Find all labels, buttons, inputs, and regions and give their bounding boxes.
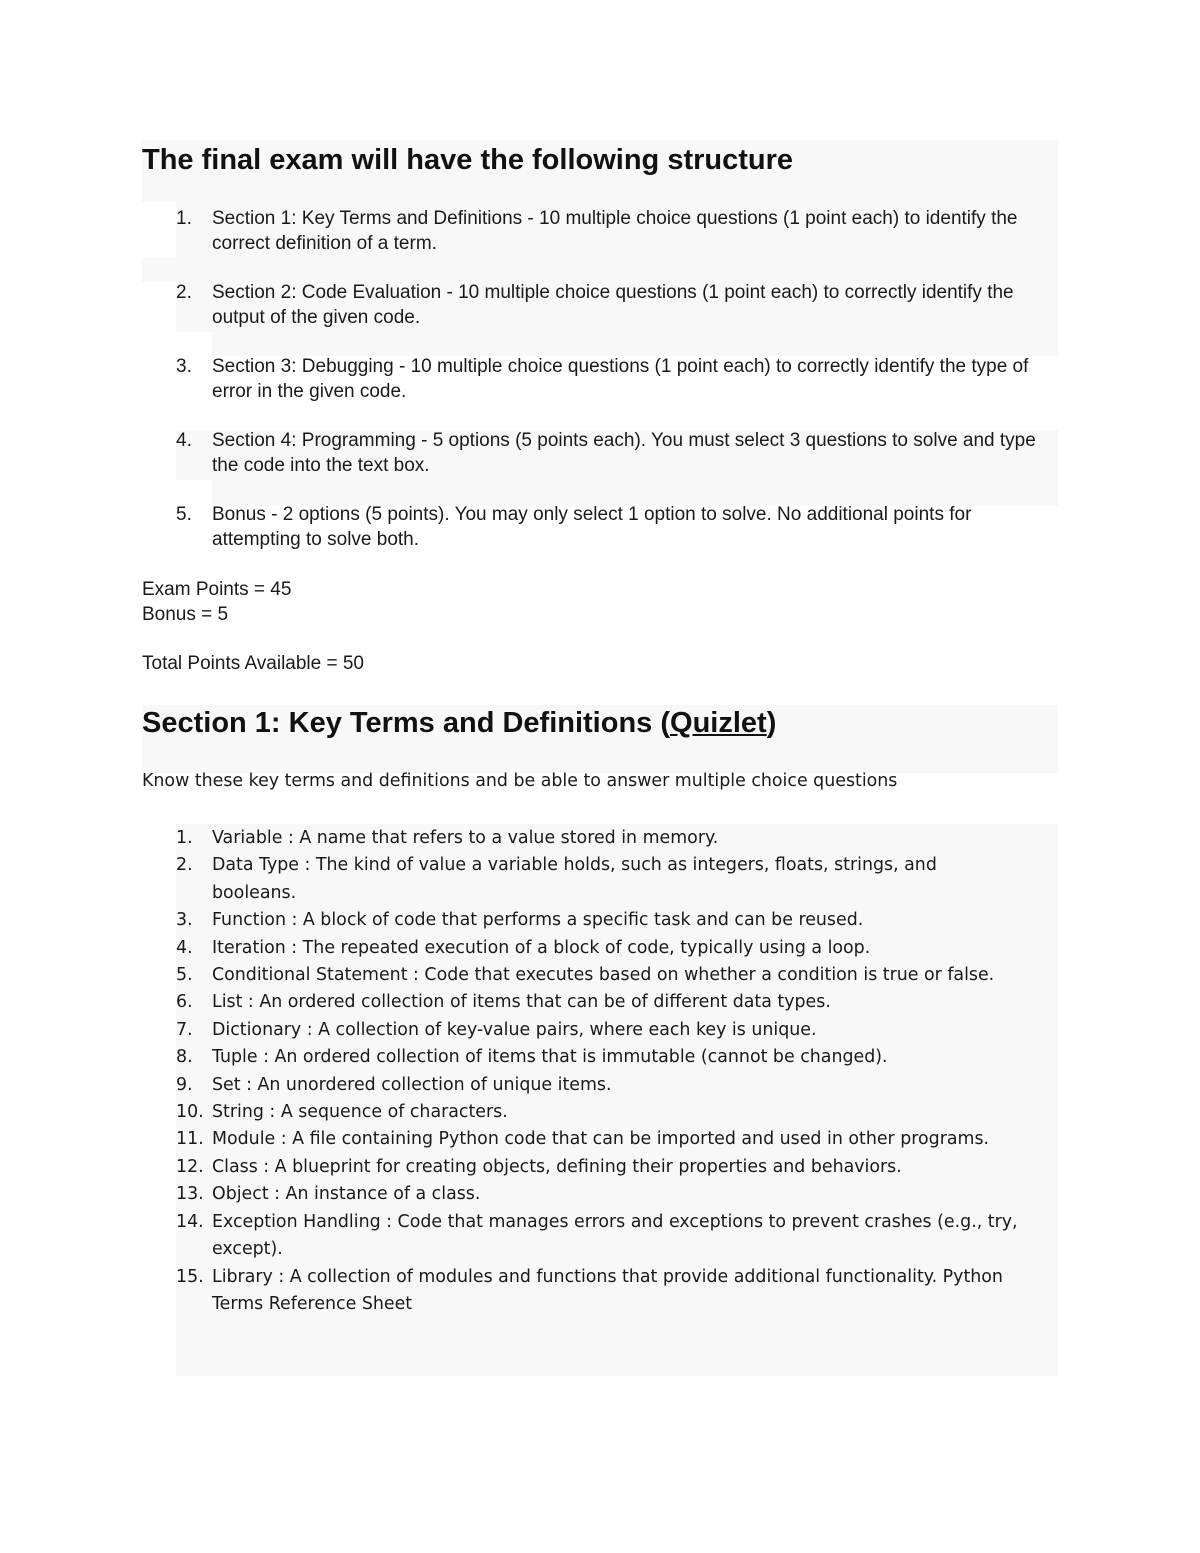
term-item bbox=[142, 1099, 1022, 1126]
term-item-number: 10. bbox=[176, 1102, 204, 1123]
structure-item-number: 4. bbox=[176, 430, 192, 451]
term-item bbox=[142, 989, 1022, 1016]
term-item bbox=[142, 1181, 1022, 1208]
term-item-text: Object : An instance of a class. bbox=[212, 1184, 481, 1205]
term-item-text: Conditional Statement : Code that executes based on whether a condition is true or false. bbox=[212, 965, 995, 986]
term-item-text: Set : An unordered collection of unique items. bbox=[212, 1074, 612, 1095]
term-item-number: 12. bbox=[176, 1156, 204, 1177]
term-item-number: 3. bbox=[176, 910, 193, 931]
term-item-text: Class : A blueprint for creating objects, defining their properties and behaviors. bbox=[212, 1156, 902, 1177]
term-item-number: 13. bbox=[176, 1184, 204, 1205]
term-item bbox=[142, 935, 1022, 962]
structure-item-text: Bonus - 2 options (5 points). You may only select 1 option to solve. No additional points for attempting to solve both. bbox=[212, 504, 972, 550]
term-item-number: 15. bbox=[176, 1266, 204, 1287]
section1-title-suffix: ) bbox=[766, 707, 777, 739]
structure-item-text: Section 1: Key Terms and Definitions - 10 multiple choice questions (1 point each) to identify the correct definition of a term. bbox=[212, 208, 1018, 254]
page-title: The final exam will have the following structure bbox=[142, 144, 794, 176]
structure-item bbox=[142, 280, 1062, 330]
term-item-text: Module : A file containing Python code that can be imported and used in other programs. bbox=[212, 1129, 990, 1150]
structure-item bbox=[142, 206, 1062, 256]
structure-item bbox=[142, 354, 1062, 404]
structure-item-number: 1. bbox=[176, 208, 192, 229]
term-item bbox=[142, 962, 1022, 989]
term-item bbox=[142, 1044, 1022, 1071]
term-item-text: List : An ordered collection of items that can be of different data types. bbox=[212, 992, 831, 1013]
structure-item-text: Section 3: Debugging - 10 multiple choice questions (1 point each) to correctly identify the type of error in the given code. bbox=[212, 356, 1029, 402]
term-item bbox=[142, 1209, 1022, 1264]
term-item-number: 11. bbox=[176, 1129, 204, 1150]
term-item bbox=[142, 1126, 1022, 1153]
structure-item-number: 3. bbox=[176, 356, 192, 377]
section1-title bbox=[142, 705, 776, 741]
term-item-number: 7. bbox=[176, 1019, 193, 1040]
term-item bbox=[142, 1154, 1022, 1181]
term-item-text: Variable : A name that refers to a value stored in memory. bbox=[212, 828, 719, 848]
term-item-number: 5. bbox=[176, 965, 193, 986]
section1-title-prefix: Section 1: Key Terms and Definitions ( bbox=[142, 707, 671, 739]
term-item bbox=[142, 825, 1022, 852]
term-item-text: Library : A collection of modules and functions that provide additional functionality. Python Terms Reference Sheet bbox=[212, 1266, 1003, 1314]
term-item-text: Tuple : An ordered collection of items that is immutable (cannot be changed). bbox=[212, 1047, 888, 1068]
structure-list bbox=[142, 206, 1062, 576]
term-item bbox=[142, 852, 1022, 907]
term-item-text: String : A sequence of characters. bbox=[212, 1102, 508, 1123]
term-item-text: Data Type : The kind of value a variable holds, such as integers, floats, strings, and booleans. bbox=[212, 855, 937, 903]
structure-item-text: Section 2: Code Evaluation - 10 multiple choice questions (1 point each) to correctly identify the output of the given code. bbox=[212, 282, 1014, 328]
term-item-number: 4. bbox=[176, 937, 193, 958]
term-item-number: 9. bbox=[176, 1074, 193, 1095]
term-item-number: 8. bbox=[176, 1047, 193, 1068]
structure-item-number: 2. bbox=[176, 282, 192, 303]
term-item-number: 14. bbox=[176, 1211, 204, 1232]
structure-item bbox=[142, 428, 1062, 478]
term-item-text: Exception Handling : Code that manages errors and exceptions to prevent crashes (e.g., try, except). bbox=[212, 1211, 1018, 1260]
term-item-text: Function : A block of code that performs a specific task and can be reused. bbox=[212, 910, 864, 931]
term-item-number: 6. bbox=[176, 992, 193, 1013]
term-item-text: Dictionary : A collection of key-value pairs, where each key is unique. bbox=[212, 1019, 817, 1040]
structure-item-number: 5. bbox=[176, 504, 192, 525]
quizlet-link[interactable]: Quizlet bbox=[670, 707, 767, 739]
term-item bbox=[142, 1264, 1022, 1319]
term-item bbox=[142, 1072, 1022, 1099]
structure-item-text: Section 4: Programming - 5 options (5 points each). You must select 3 questions to solve and type the code into the text box. bbox=[212, 430, 1036, 476]
term-item bbox=[142, 1017, 1022, 1044]
total-points: Total Points Available = 50 bbox=[142, 653, 364, 674]
section1-intro: Know these key terms and definitions and be able to answer multiple choice questions bbox=[142, 771, 898, 791]
exam-points: Exam Points = 45 bbox=[142, 579, 292, 600]
terms-list bbox=[142, 825, 1022, 1318]
bonus-points: Bonus = 5 bbox=[142, 604, 229, 625]
term-item-number: 2. bbox=[176, 855, 193, 876]
term-item-text: Iteration : The repeated execution of a block of code, typically using a loop. bbox=[212, 937, 871, 958]
structure-item bbox=[142, 502, 1062, 552]
term-item-number: 1. bbox=[176, 828, 193, 848]
term-item bbox=[142, 907, 1022, 934]
